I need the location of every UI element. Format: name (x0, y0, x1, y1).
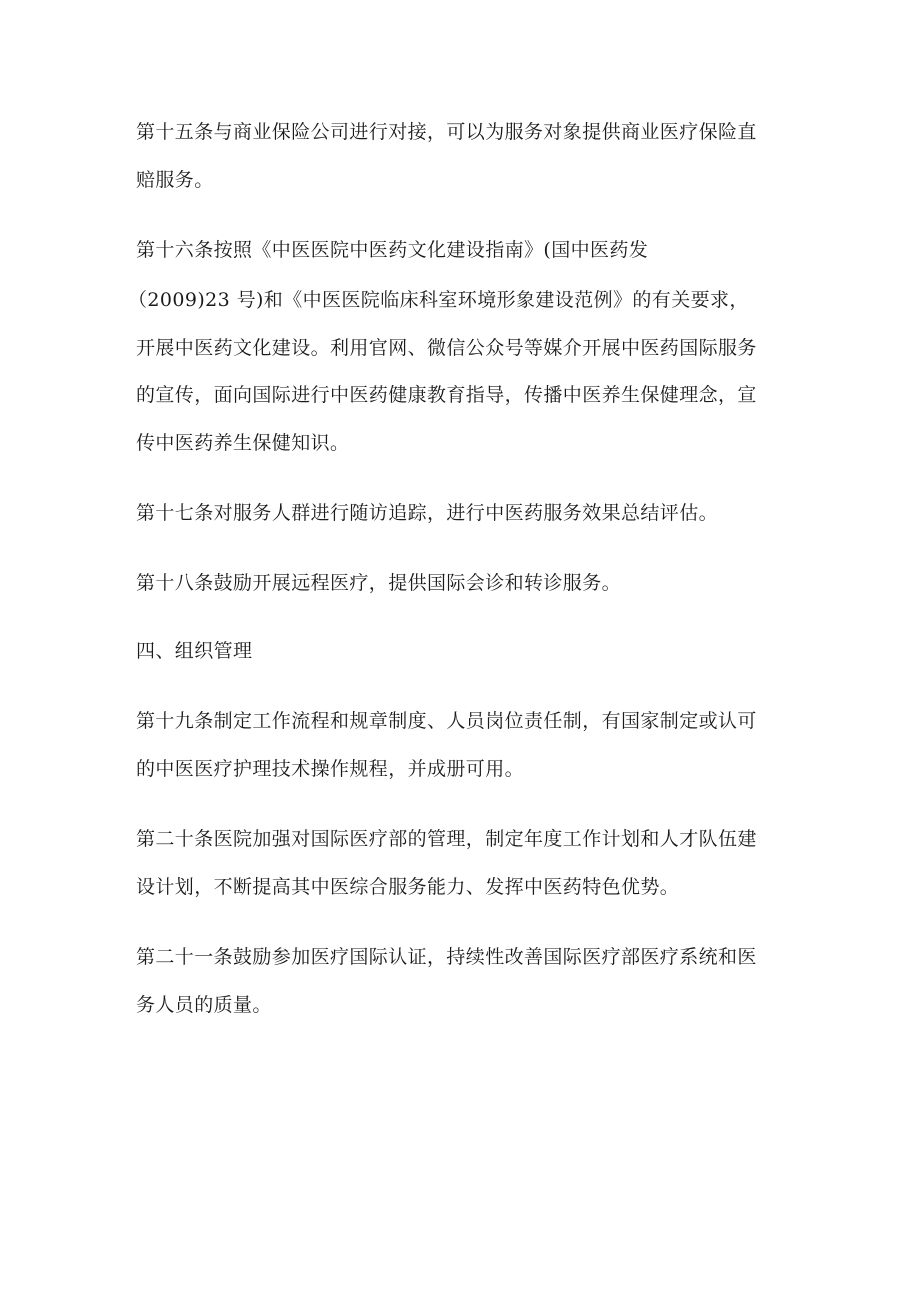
article-16-line-1: 第十六条按照《中医医院中医药文化建设指南》(国中医药发 (136, 239, 649, 261)
article-19-line-2: 的中医医疗护理技术操作规程，并成册可用。 (136, 758, 525, 780)
article-15-line-1: 第十五条与商业保险公司进行对接，可以为服务对象提供商业医疗保险直 (136, 121, 757, 143)
article-21-line-1: 第二十一条鼓励参加医疗国际认证，持续性改善国际医疗部医疗系统和医 (136, 946, 757, 968)
article-16-line-2: （2009)23 号)和《中医医院临床科室环境形象建设范例》的有关要求， (128, 289, 749, 311)
section-heading-organization: 四、组织管理 (136, 640, 253, 662)
article-16-line-3: 开展中医药文化建设。利用官网、微信公众号等媒介开展中医药国际服务 (136, 337, 757, 359)
article-15-line-2: 赔服务。 (136, 169, 214, 191)
article-17-line-1: 第十七条对服务人群进行随访追踪，进行中医药服务效果总结评估。 (136, 502, 719, 524)
article-18-line-1: 第十八条鼓励开展远程医疗，提供国际会诊和转诊服务。 (136, 572, 622, 594)
article-19-line-1: 第十九条制定工作流程和规章制度、人员岗位责任制，有国家制定或认可 (136, 710, 757, 732)
article-20-line-1: 第二十条医院加强对国际医疗部的管理，制定年度工作计划和人才队伍建 (136, 828, 757, 850)
article-21-line-2: 务人员的质量。 (136, 994, 272, 1016)
article-20-line-2: 设计划，不断提高其中医综合服务能力、发挥中医药特色优势。 (136, 876, 680, 898)
article-16-line-4: 的宣传，面向国际进行中医药健康教育指导，传播中医养生保健理念，宣 (136, 384, 757, 406)
article-16-line-5: 传中医药养生保健知识。 (136, 432, 350, 454)
